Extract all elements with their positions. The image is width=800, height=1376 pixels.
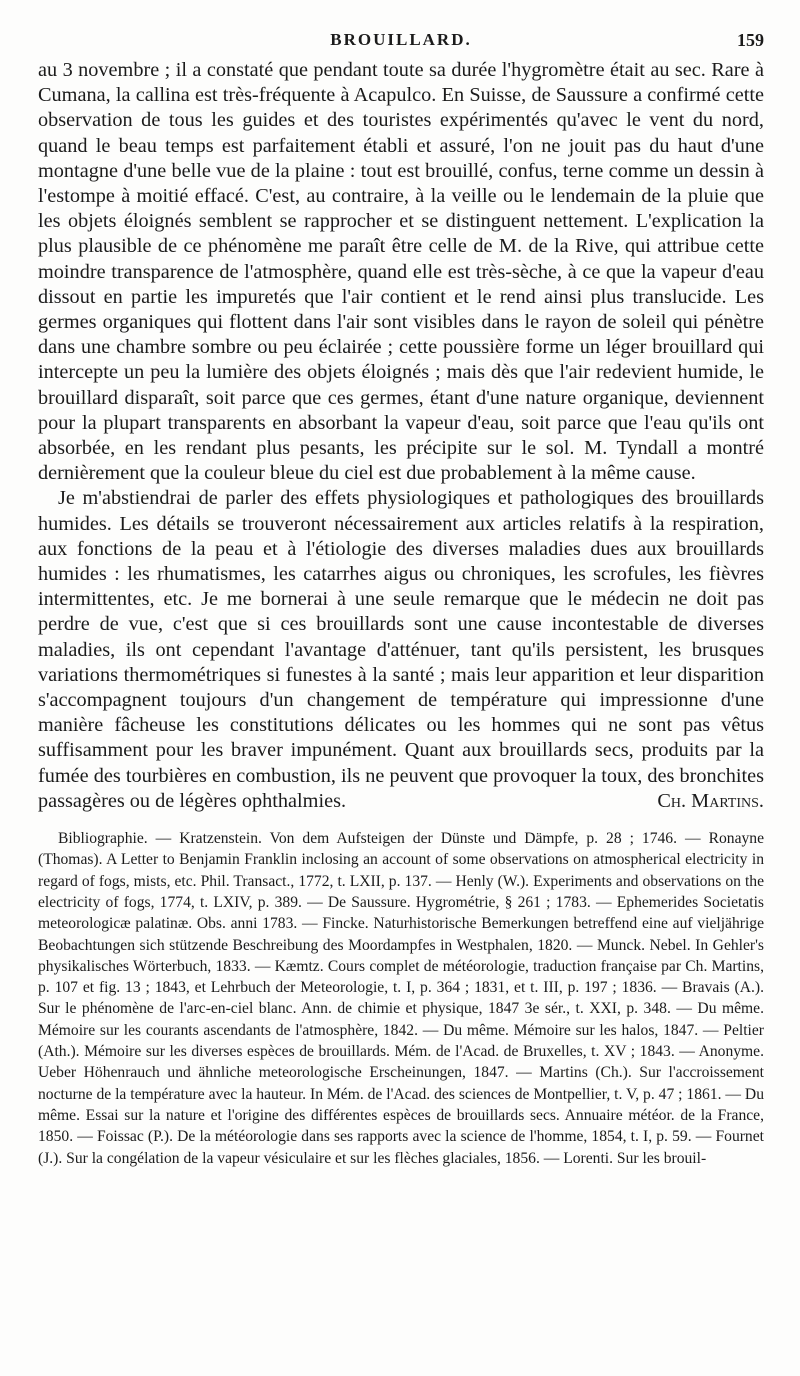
author-signature: Ch. Martins. bbox=[657, 789, 764, 812]
bibliography bbox=[38, 828, 764, 1169]
running-head bbox=[38, 30, 764, 58]
bibliography-text: Bibliographie. — Kratzenstein. Von dem Aufsteigen der Dünste und Dämpfe, p. 28 ; 1746. — Ronayne (Thomas). A Letter to Benjamin Franklin inclosing an account of some observations on atmospherical electricity in regard of fogs, mists, etc. Phil. Transact., 1772, t. LXII, p. 137. — Henly (W.). Experiments and observations on the electricity of fogs, 1774, t. LXIV, p. 389. — De Saussure. Hygrométrie, § 261 ; 1783. — Ephemerides Societatis meteorologicæ palatinæ. Obs. anni 1783. — Fincke. Naturhistorische Bemerkungen betreffend eine auf vieljährige Beobachtungen sich stützende Beschreibung des Moordampfes in Westphalen, 1820. — Munck. Nebel. In Gehler's physikalisches Wörterbuch, 1833. — Kæmtz. Cours complet de météorologie, traduction française par Ch. Martins, p. 107 et fig. 13 ; 1843, et Lehrbuch der Meteorologie, t. I, p. 364 ; 1831, et t. III, p. 197 ; 1836. — Bravais (A.). Sur le phénomène de l'arc-en-ciel blanc. Ann. de chimie et physique, 1847 3e sér., t. XXI, p. 348. — Du même. Mémoire sur les courants ascendants de l'atmosphère, 1842. — Du même. Mémoire sur les halos, 1847. — Peltier (Ath.). Mémoire sur les diverses espèces de brouillards. Mém. de l'Acad. de Bruxelles, t. XV ; 1843. — Anonyme. Ueber Höhenrauch und ähnliche meteorologische Erscheinungen, 1847. — Martins (Ch.). Sur l'accroissement nocturne de la température avec la hauteur. In Mém. de l'Acad. des sciences de Montpellier, t. V, p. 47 ; 1861. — Du même. Essai sur la nature et l'origine des différentes espèces de brouillards secs. Annuaire météor. de la France, 1850. — Foissac (P.). De la météorologie dans ses rapports avec la science de l'homme, 1854, t. I, p. 59. — Fournet (J.). Sur la congélation de la vapeur vésiculaire et sur les flèches glaciales, 1856. — Lorenti. Sur les brouil- bbox=[38, 830, 764, 1167]
page-number: 159 bbox=[737, 30, 764, 50]
article-body bbox=[38, 58, 764, 814]
paragraph-2 bbox=[38, 486, 764, 814]
paragraph-2-text: Je m'abstiendrai de parler des effets physiologiques et pathologiques des brouillards humides. Les détails se trouveront nécessairement aux articles relatifs à la respiration, aux fonctions de la peau et à l'étiologie des diverses maladies dues aux brouillards humides : les rhumatismes, les catarrhes aigus ou chroniques, les scrofules, les fièvres intermittentes, etc. Je me bornerai à une seule remarque que le médecin ne doit pas perdre de vue, c'est que si ces brouillards sont une cause incontestable de diverses maladies, ils ont cependant l'avantage d'atténuer, tant qu'ils persistent, les brusques variations thermométriques si funestes à la santé ; mais leur apparition et leur disparition s'accompagnent toujours d'un changement de température qui impressionne d'une manière fâcheuse les constitutions délicates ou les hommes qui ne sont pas vêtus suffisamment pour les braver impunément. Quant aux brouillards secs, produits par la fumée des tourbières en combustion, ils ne peuvent que provoquer la toux, des bronchites passagères ou de légères ophthalmies. bbox=[38, 487, 764, 812]
running-title: BROUILLARD. bbox=[330, 30, 472, 49]
paragraph-1: au 3 novembre ; il a constaté que pendant toute sa durée l'hygromètre était au sec. Rare à Cumana, la callina est très-fréquente à Acapulco. En Suisse, de Saussure a confirmé cette observation de tous les guides et des touristes expérimentés qu'avec le vent du nord, quand le beau temps est parfaitement établi et assuré, l'on ne jouit pas du haut d'une montagne d'une belle vue de la plaine : tout est brouillé, confus, terne comme un dessin à l'estompe à moitié effacé. C'est, au contraire, à la veille ou le lendemain de la pluie que les objets éloignés semblent se rapprocher et se distinguent nettement. L'explication la plus plausible de ce phénomène me paraît être celle de M. de la Rive, qui attribue cette moindre transparence de l'atmosphère, quand elle est très-sèche, à ce que la vapeur d'eau dissout en partie les impuretés que l'air contient et le rend ainsi plus translucide. Les germes organiques qui flottent dans l'air sont visibles dans le rayon de soleil qui pénètre dans une chambre sombre ou peu éclairée ; cette poussière forme un léger brouillard qui intercepte un peu la lumière des objets éloignés ; mais dès que l'air redevient humide, le brouillard disparaît, soit parce que ces germes, étant d'une nature organique, deviennent pour la plupart transparents en absorbant la vapeur d'eau, soit parce que l'eau qu'ils ont absorbée, en les rendant plus pesants, les précipite sur le sol. M. Tyndall a montré dernièrement que la couleur bleue du ciel est due probablement à la même cause. bbox=[38, 59, 764, 485]
